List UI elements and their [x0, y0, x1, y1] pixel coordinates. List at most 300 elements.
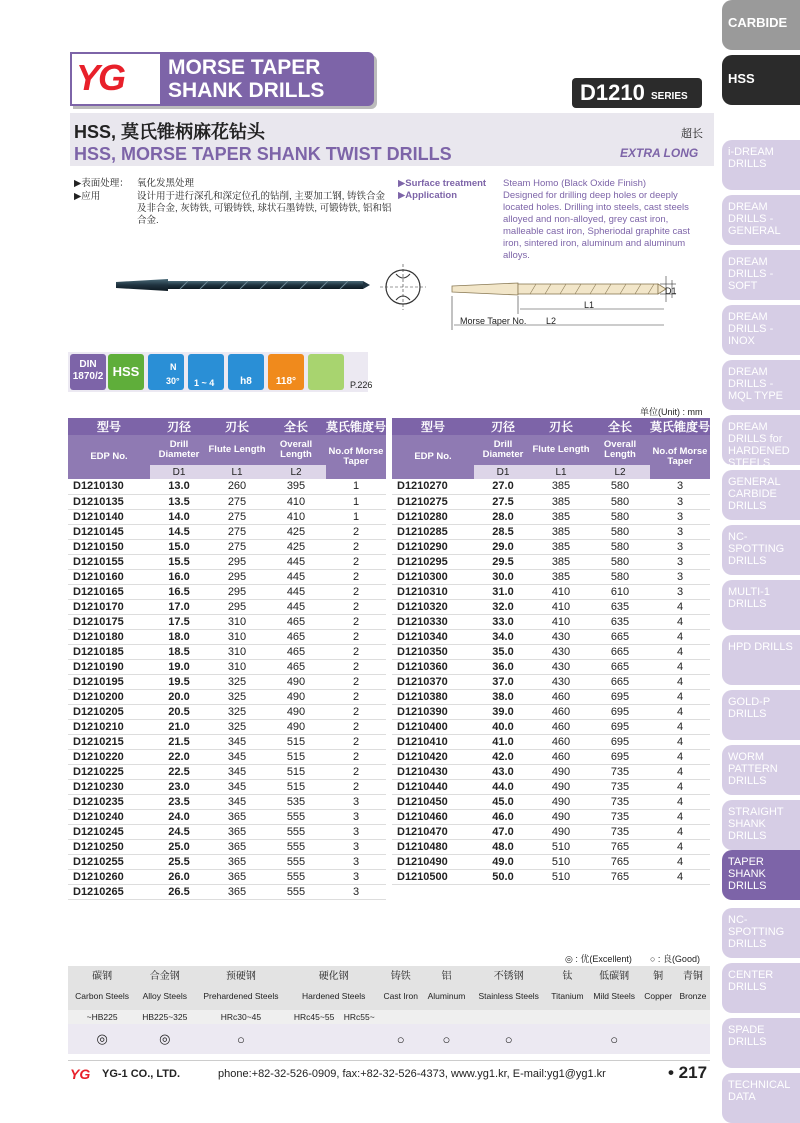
table-cell: 2	[326, 749, 386, 764]
table-cell: 665	[590, 629, 650, 644]
tab-straight-shank-drills[interactable]: STRAIGHT SHANK DRILLS	[722, 800, 800, 850]
material-en: Prehardened Steels	[203, 991, 279, 1001]
table-cell: D1210320	[392, 599, 474, 614]
tab-hpd-drills[interactable]: HPD DRILLS	[722, 635, 800, 685]
table-row	[68, 569, 386, 584]
material-cn: 合金钢	[149, 970, 180, 982]
col-sym-0: D1	[150, 465, 208, 479]
table-cell: 555	[266, 884, 326, 899]
table-row	[68, 779, 386, 794]
table-cell: 2	[326, 599, 386, 614]
table-cell: 4	[650, 599, 710, 614]
table-row	[392, 734, 710, 749]
table-cell: 3	[650, 494, 710, 509]
en-title: HSS, MORSE TAPER SHANK TWIST DRILLS	[74, 144, 452, 164]
table-cell: 4	[650, 674, 710, 689]
table-row	[68, 884, 386, 899]
material-cn: 预硬钢	[225, 970, 256, 982]
table-row	[68, 794, 386, 809]
table-cell: D1210310	[392, 584, 474, 599]
table-cell: 4	[650, 779, 710, 794]
table-cell: 3	[650, 569, 710, 584]
tab-dream-drills-soft[interactable]: DREAM DRILLS -SOFT	[722, 250, 800, 300]
table-row	[392, 779, 710, 794]
table-cell: 2	[326, 689, 386, 704]
material-rating	[641, 1024, 676, 1054]
table-cell: 385	[532, 509, 590, 524]
material-hardness	[547, 1010, 588, 1024]
table-cell: 695	[590, 734, 650, 749]
table-cell: 665	[590, 659, 650, 674]
table-cell: 385	[532, 554, 590, 569]
table-cell: 48.0	[474, 839, 532, 854]
table-cell: 41.0	[474, 734, 532, 749]
table-cell: 24.5	[150, 824, 208, 839]
table-cell: 3	[326, 884, 386, 899]
table-cell: 635	[590, 614, 650, 629]
table-cell: 3	[326, 839, 386, 854]
table-cell: 2	[326, 704, 386, 719]
table-cell: 13.5	[150, 494, 208, 509]
col-cn-3: 全长	[590, 418, 650, 435]
table-cell: 43.0	[474, 764, 532, 779]
material-hardness	[379, 1010, 423, 1024]
table-cell: 445	[266, 569, 326, 584]
table-cell: 3	[650, 584, 710, 599]
table-row	[68, 749, 386, 764]
table-cell: 2	[326, 734, 386, 749]
table-cell: D1210350	[392, 644, 474, 659]
tab-i-dream-drills[interactable]: i-DREAM DRILLS	[722, 140, 800, 190]
table-cell: 365	[208, 809, 266, 824]
table-cell: 2	[326, 554, 386, 569]
material-hardness	[676, 1010, 710, 1024]
footer-company: YG-1 CO., LTD.	[102, 1068, 181, 1080]
table-cell: D1210280	[392, 509, 474, 524]
tab-nc-spotting-drills[interactable]: NC-SPOTTING DRILLS	[722, 525, 800, 575]
col-cn-4: 莫氏锥度号	[326, 420, 387, 434]
table-row	[392, 869, 710, 884]
table-cell: 365	[208, 839, 266, 854]
table-cell: 19.5	[150, 674, 208, 689]
table-cell: 345	[208, 779, 266, 794]
table-row	[392, 809, 710, 824]
table-cell: 2	[326, 539, 386, 554]
table-cell: 765	[590, 869, 650, 884]
table-cell: 2	[326, 764, 386, 779]
table-cell: D1210470	[392, 824, 474, 839]
table-cell: 580	[590, 509, 650, 524]
table-row	[68, 719, 386, 734]
table-cell: 325	[208, 719, 266, 734]
table-row	[392, 764, 710, 779]
table-cell: 3	[650, 539, 710, 554]
table-cell: D1210145	[68, 524, 150, 539]
table-cell: 3	[650, 479, 710, 494]
table-cell: D1210250	[68, 839, 150, 854]
deep-hole-icon	[308, 354, 344, 390]
table-cell: 490	[532, 779, 590, 794]
tab-dream-drills-inox[interactable]: DREAM DRILLS -INOX	[722, 305, 800, 355]
table-cell: D1210330	[392, 614, 474, 629]
material-en: Aluminum	[427, 991, 466, 1001]
table-cell: 25.5	[150, 854, 208, 869]
material-cn: 铸铁	[390, 970, 411, 982]
table-cell: 490	[532, 824, 590, 839]
table-row	[392, 494, 710, 509]
table-row	[392, 644, 710, 659]
table-cell: 2	[326, 659, 386, 674]
table-cell: 2	[326, 524, 386, 539]
table-cell: 460	[532, 689, 590, 704]
table-cell: 735	[590, 764, 650, 779]
table-cell: 27.5	[474, 494, 532, 509]
table-cell: D1210190	[68, 659, 150, 674]
material-rating	[340, 1024, 379, 1054]
material-rating: ○	[610, 1031, 619, 1047]
d1-label: D1	[665, 286, 677, 296]
material-table	[68, 966, 710, 1054]
table-row	[68, 824, 386, 839]
col-sym-2: L2	[590, 465, 650, 479]
material-cn: 低碳钢	[599, 970, 630, 982]
table-cell: D1210225	[68, 764, 150, 779]
table-cell: 4	[650, 794, 710, 809]
title-line2: SHANK DRILLS	[168, 79, 325, 102]
spec-table-left	[68, 418, 386, 900]
table-row	[392, 689, 710, 704]
yg-logo: YG	[76, 57, 125, 98]
table-cell: D1210290	[392, 539, 474, 554]
table-cell: D1210440	[392, 779, 474, 794]
table-row	[392, 854, 710, 869]
table-cell: 365	[208, 884, 266, 899]
table-cell: 385	[532, 539, 590, 554]
table-row	[68, 689, 386, 704]
table-cell: 4	[650, 614, 710, 629]
material-cn: 碳钢	[92, 970, 113, 982]
cn-surface-label: ▶表面处理：	[74, 178, 129, 189]
tab-multi-1-drills[interactable]: MULTI-1 DRILLS	[722, 580, 800, 630]
table-cell: 385	[532, 524, 590, 539]
table-cell: 460	[532, 749, 590, 764]
table-row	[68, 734, 386, 749]
table-row	[392, 509, 710, 524]
table-row	[68, 539, 386, 554]
table-cell: 465	[266, 659, 326, 674]
tab-technical-data[interactable]: TECHNICAL DATA	[722, 1073, 800, 1123]
tab-spade-drills[interactable]: SPADE DRILLS	[722, 1018, 800, 1068]
table-row	[68, 764, 386, 779]
table-cell: 3	[326, 869, 386, 884]
table-cell: 22.0	[150, 749, 208, 764]
table-cell: D1210430	[392, 764, 474, 779]
table-row	[68, 494, 386, 509]
table-cell: 4	[650, 809, 710, 824]
table-cell: 295	[208, 554, 266, 569]
col-en-4: No.of Morse Taper	[650, 435, 710, 479]
table-cell: 345	[208, 764, 266, 779]
legend-excellent: ◎ : 优(Excellent)	[565, 954, 632, 964]
col-cn-2: 刃长	[208, 418, 266, 435]
material-en: Bronze	[679, 991, 707, 1001]
tab-center-drills[interactable]: CENTER DRILLS	[722, 963, 800, 1013]
footer-logo: YG	[70, 1066, 91, 1082]
table-cell: 4	[650, 659, 710, 674]
table-row	[392, 599, 710, 614]
cn-app-label: ▶应用	[74, 191, 101, 202]
table-cell: 4	[650, 734, 710, 749]
footer-contact: phone:+82-32-526-0909, fax:+82-32-526-4373, www.yg1.kr, E-mail:yg1@yg1.kr	[218, 1068, 606, 1080]
table-cell: D1210165	[68, 584, 150, 599]
col-en-0: EDP No.	[68, 435, 150, 479]
table-row	[68, 584, 386, 599]
table-cell: 21.0	[150, 719, 208, 734]
series-code: D1210	[580, 80, 645, 105]
table-row	[68, 524, 386, 539]
material-en: Mild Steels	[593, 991, 635, 1001]
table-cell: 555	[266, 869, 326, 884]
table-cell: 365	[208, 824, 266, 839]
table-cell: D1210490	[392, 854, 474, 869]
table-row	[392, 614, 710, 629]
en-surface-label: ▶Surface treatment	[398, 178, 487, 189]
table-cell: 610	[590, 584, 650, 599]
table-cell: 26.0	[150, 869, 208, 884]
table-row	[392, 554, 710, 569]
table-cell: 295	[208, 599, 266, 614]
table-cell: 580	[590, 479, 650, 494]
table-cell: 15.0	[150, 539, 208, 554]
material-en: Stainless Steels	[478, 991, 539, 1001]
table-row	[392, 719, 710, 734]
table-cell: 39.0	[474, 704, 532, 719]
table-cell: 23.5	[150, 794, 208, 809]
table-cell: 395	[266, 479, 326, 494]
col-sym-1: L1	[208, 465, 266, 479]
col-cn-0: 型号	[392, 418, 474, 435]
page-ref: P.226	[350, 380, 373, 390]
table-row	[392, 569, 710, 584]
tab-dream-drills-general[interactable]: DREAM DRILLS -GENERAL	[722, 195, 800, 245]
table-cell: D1210400	[392, 719, 474, 734]
table-cell: 4	[650, 839, 710, 854]
en-app-value: Designed for drilling deep holes or deeply located holes. Drilling into steels, cast steels alloyed and non-alloyed, grey cast iron, malleable cast iron, Spheriodal graphite cast iron, sintered iron, aluminum and aluminum alloys.	[503, 190, 690, 261]
table-cell: 2	[326, 614, 386, 629]
tab-taper-shank-drills[interactable]: TAPER SHANK DRILLS	[722, 850, 800, 900]
material-hardness	[470, 1010, 547, 1024]
col-cn-0: 型号	[68, 418, 150, 435]
table-cell: 695	[590, 749, 650, 764]
table-cell: D1210130	[68, 479, 150, 494]
col-en-4: No.of Morse Taper	[326, 435, 386, 479]
table-cell: D1210410	[392, 734, 474, 749]
tab-nc-spotting-drills[interactable]: NC-SPOTTING DRILLS	[722, 908, 800, 958]
table-cell: 735	[590, 779, 650, 794]
table-cell: 16.0	[150, 569, 208, 584]
material-hardness	[588, 1010, 641, 1024]
table-cell: 26.5	[150, 884, 208, 899]
tab-dream-drills-for-hardened-steels[interactable]: DREAM DRILLS for HARDENED STEELS	[722, 415, 800, 465]
table-cell: 4	[650, 704, 710, 719]
table-cell: 2	[326, 719, 386, 734]
table-cell: D1210150	[68, 539, 150, 554]
table-cell: 735	[590, 794, 650, 809]
table-cell: 19.0	[150, 659, 208, 674]
drill-end-view	[378, 262, 428, 312]
table-cell: D1210175	[68, 614, 150, 629]
table-row	[68, 614, 386, 629]
table-cell: 515	[266, 764, 326, 779]
table-cell: D1210390	[392, 704, 474, 719]
table-cell: D1210160	[68, 569, 150, 584]
material-cn: 铝	[441, 970, 452, 982]
table-cell: 555	[266, 839, 326, 854]
table-cell: 465	[266, 614, 326, 629]
table-row	[68, 554, 386, 569]
table-row	[392, 704, 710, 719]
table-cell: D1210370	[392, 674, 474, 689]
table-cell: 3	[650, 509, 710, 524]
table-row	[392, 539, 710, 554]
table-cell: 365	[208, 869, 266, 884]
material-cn: 不锈钢	[493, 970, 524, 982]
col-en-0: EDP No.	[392, 435, 474, 479]
material-rating: ◎	[96, 1031, 108, 1046]
table-cell: D1210195	[68, 674, 150, 689]
din-icon: DIN 1870/2	[70, 354, 106, 390]
table-cell: 460	[532, 704, 590, 719]
col-en-1: Drill Diameter	[474, 435, 532, 465]
table-row	[68, 479, 386, 494]
table-cell: 34.0	[474, 629, 532, 644]
table-cell: 490	[266, 689, 326, 704]
material-en: Titanium	[551, 991, 584, 1001]
table-cell: 3	[326, 824, 386, 839]
table-cell: 385	[532, 479, 590, 494]
tab-dream-drills-mql-type[interactable]: DREAM DRILLS -MQL TYPE	[722, 360, 800, 410]
table-cell: D1210170	[68, 599, 150, 614]
col-cn-4: 莫氏锥度号	[650, 420, 711, 434]
tab-carbide[interactable]: CARBIDE	[722, 0, 800, 50]
table-cell: 2	[326, 779, 386, 794]
table-cell: 490	[266, 704, 326, 719]
table-cell: 38.0	[474, 689, 532, 704]
table-cell: 345	[208, 794, 266, 809]
table-cell: 460	[532, 719, 590, 734]
table-cell: 310	[208, 659, 266, 674]
table-cell: D1210270	[392, 479, 474, 494]
table-cell: D1210155	[68, 554, 150, 569]
table-cell: 27.0	[474, 479, 532, 494]
table-cell: 4	[650, 749, 710, 764]
table-cell: 17.0	[150, 599, 208, 614]
table-cell: 735	[590, 824, 650, 839]
table-cell: D1210380	[392, 689, 474, 704]
table-cell: D1210480	[392, 839, 474, 854]
morse-taper-label: Morse Taper No.	[460, 316, 527, 326]
table-cell: D1210450	[392, 794, 474, 809]
tab-general-carbide-drills[interactable]: GENERAL CARBIDE DRILLS	[722, 470, 800, 520]
table-cell: 275	[208, 494, 266, 509]
unit-label: 单位(Unit) : mm	[640, 407, 703, 417]
table-cell: 465	[266, 644, 326, 659]
table-cell: 1	[326, 494, 386, 509]
cn-subtitle: 超长	[681, 128, 703, 140]
table-cell: 295	[208, 569, 266, 584]
material-rating	[676, 1024, 710, 1054]
table-row	[392, 794, 710, 809]
table-cell: 275	[208, 524, 266, 539]
tab-gold-p-drills[interactable]: GOLD-P DRILLS	[722, 690, 800, 740]
material-hardness	[641, 1010, 676, 1024]
table-cell: 45.0	[474, 794, 532, 809]
table-cell: 325	[208, 689, 266, 704]
table-cell: 2	[326, 569, 386, 584]
material-rating: ◎	[159, 1031, 171, 1046]
table-cell: D1210285	[392, 524, 474, 539]
table-cell: 445	[266, 584, 326, 599]
table-cell: 310	[208, 614, 266, 629]
table-cell: 275	[208, 509, 266, 524]
table-cell: 42.0	[474, 749, 532, 764]
table-cell: D1210140	[68, 509, 150, 524]
table-cell: D1210180	[68, 629, 150, 644]
helix-angle-icon: N 30°	[148, 354, 184, 390]
table-cell: 665	[590, 674, 650, 689]
table-cell: 16.5	[150, 584, 208, 599]
table-cell: D1210295	[392, 554, 474, 569]
tolerance-icon: h8	[228, 354, 264, 390]
table-cell: 580	[590, 524, 650, 539]
table-row	[392, 524, 710, 539]
tab-hss[interactable]: HSS	[722, 55, 800, 105]
table-row	[68, 704, 386, 719]
spec-table-right	[392, 418, 710, 885]
material-rating	[289, 1024, 340, 1054]
col-sym-0: D1	[474, 465, 532, 479]
table-cell: 31.0	[474, 584, 532, 599]
table-cell: D1210240	[68, 809, 150, 824]
material-hardness: ~HB225	[86, 1012, 118, 1022]
table-cell: 555	[266, 809, 326, 824]
en-surface-value: Steam Homo (Black Oxide Finish)	[503, 178, 647, 189]
table-cell: 18.0	[150, 629, 208, 644]
table-cell: 37.0	[474, 674, 532, 689]
table-cell: 325	[208, 674, 266, 689]
table-cell: 13.0	[150, 479, 208, 494]
table-cell: 490	[266, 719, 326, 734]
morse-taper-icon: 1 ~ 4	[188, 354, 224, 390]
table-cell: 4	[650, 644, 710, 659]
tab-worm-pattern-drills[interactable]: WORM PATTERN DRILLS	[722, 745, 800, 795]
col-cn-2: 刃长	[532, 418, 590, 435]
cn-app-value: 设计用于进行深孔和深定位孔的钻削, 主要加工钢, 铸铁合金及非合金, 灰铸铁, 可锻铸铁, 球状石墨铸铁, 可锻铸铁, 铝和铝合金.	[137, 191, 392, 226]
col-en-2: Flute Length	[532, 435, 590, 465]
material-en: Carbon Steels	[75, 991, 130, 1001]
hss-icon: HSS	[108, 354, 144, 390]
table-cell: 4	[650, 629, 710, 644]
table-row	[68, 509, 386, 524]
table-row	[392, 674, 710, 689]
table-cell: D1210300	[392, 569, 474, 584]
table-cell: 510	[532, 854, 590, 869]
table-cell: 385	[532, 569, 590, 584]
material-rating	[547, 1024, 588, 1054]
col-en-3: Overall Length	[266, 435, 326, 465]
table-row	[392, 584, 710, 599]
table-cell: 695	[590, 689, 650, 704]
